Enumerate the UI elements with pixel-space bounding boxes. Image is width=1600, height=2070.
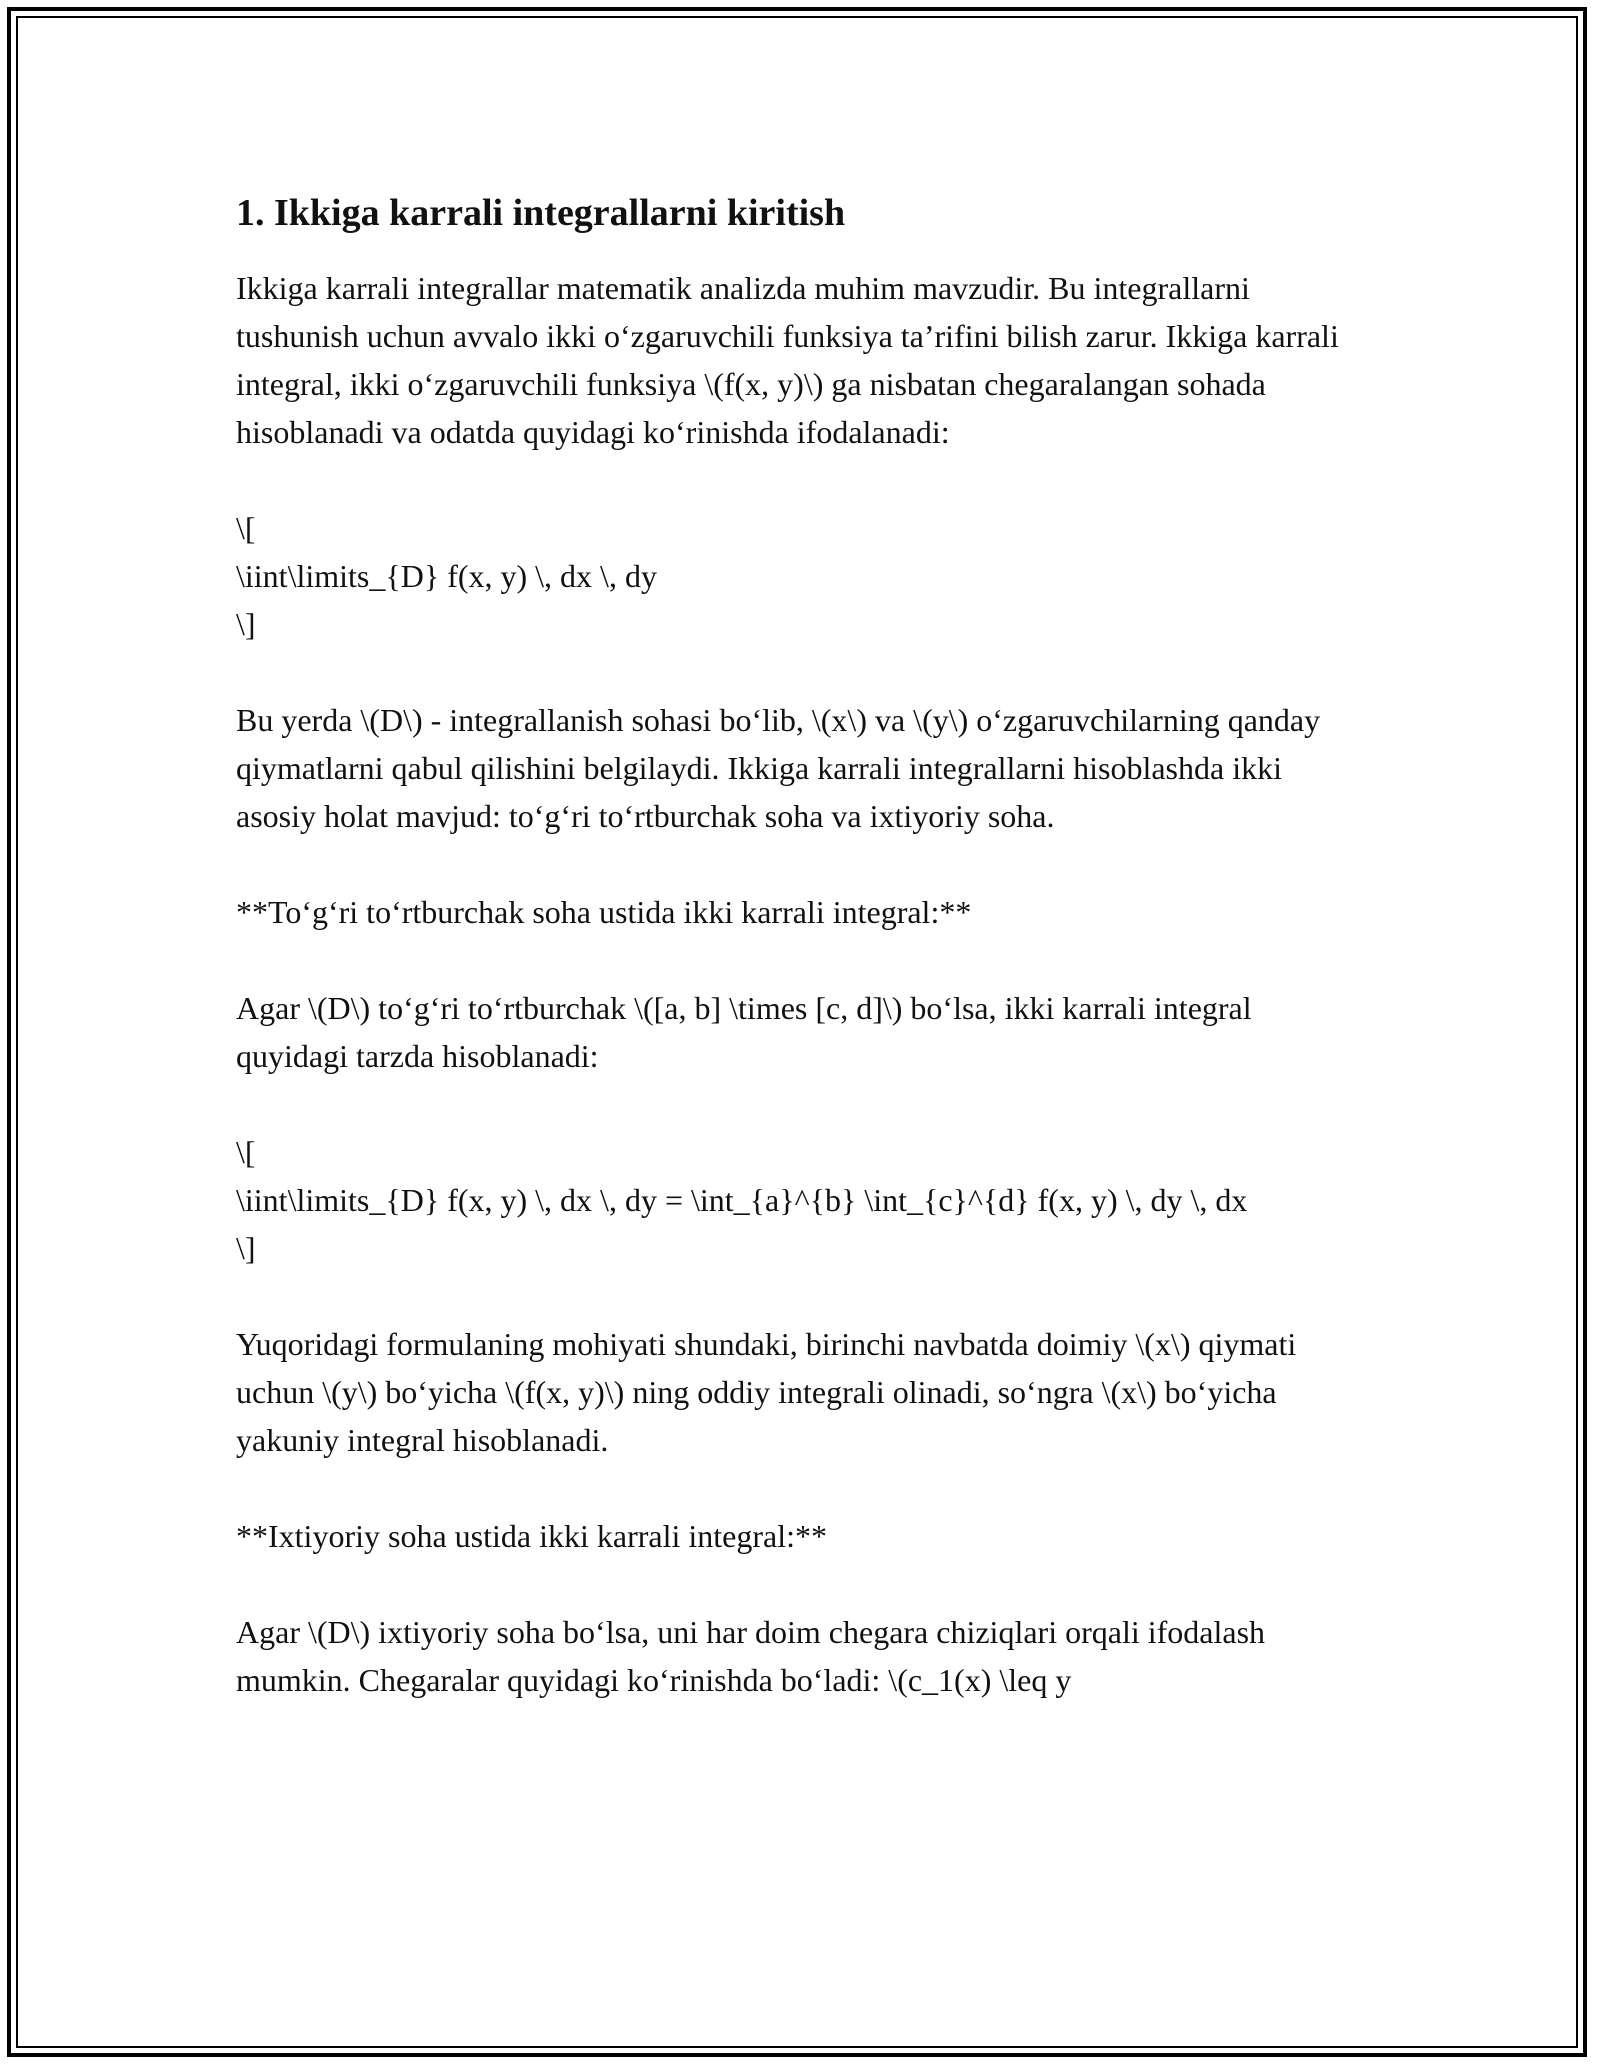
paragraph-intro: Ikkiga karrali integrallar matematik analizda muhim mavzudir. Bu integrallarni tushunish uchun avvalo ikki o‘zgaruvchili funksiya ta’rifini bilish zarur. Ikkiga karrali integral, ikki o‘zgaruvchili funksiya \(f(x, y)\) ga nisbatan chegaralangan sohada hisoblanadi va odatda quyidagi ko‘rinishda ifodalanadi: — [236, 270, 1339, 450]
paragraph-domain: Bu yerda \(D\) - integrallanish sohasi bo‘lib, \(x\) va \(y\) o‘zgaruvchilarning qanday qiymatlarni qabul qilishini belgilaydi. Ikkiga karrali integrallarni hisoblashda ikki asosiy holat mavjud: to‘g‘ri to‘rtburchak soha va ixtiyoriy soha. — [236, 702, 1321, 834]
formula-close: \] — [236, 1230, 256, 1266]
formula-iterated-integral — [236, 1128, 1366, 1272]
formula-open: \[ — [236, 1134, 256, 1170]
formula-close: \] — [236, 606, 256, 642]
document-body — [236, 188, 1366, 1752]
formula-body: \iint\limits_{D} f(x, y) \, dx \, dy — [236, 558, 657, 594]
formula-open: \[ — [236, 510, 256, 546]
formula-double-integral — [236, 504, 1366, 648]
paragraph-explanation: Yuqoridagi formulaning mohiyati shundaki, birinchi navbatda doimiy \(x\) qiymati uchun \(y\) bo‘yicha \(f(x, y)\) ning oddiy integrali olinadi, so‘ngra \(x\) bo‘yicha yakuniy integral hisoblanadi. — [236, 1326, 1297, 1458]
subheading-rectangle: **To‘g‘ri to‘rtburchak soha ustida ikki karrali integral:** — [236, 894, 972, 930]
paragraph-rectangle: Agar \(D\) to‘g‘ri to‘rtburchak \([a, b] \times [c, d]\) bo‘lsa, ikki karrali integral quyidagi tarzda hisoblanadi: — [236, 990, 1252, 1074]
formula-body: \iint\limits_{D} f(x, y) \, dx \, dy = \int_{a}^{b} \int_{c}^{d} f(x, y) \, dy \, dx — [236, 1182, 1248, 1218]
subheading-arbitrary: **Ixtiyoriy soha ustida ikki karrali integral:** — [236, 1518, 827, 1554]
section-heading: 1. Ikkiga karrali integrallarni kiritish — [236, 192, 846, 234]
paragraph-arbitrary: Agar \(D\) ixtiyoriy soha bo‘lsa, uni har doim chegara chiziqlari orqali ifodalash mumkin. Chegaralar quyidagi ko‘rinishda bo‘ladi: \(c_1(x) \leq y — [236, 1614, 1266, 1698]
